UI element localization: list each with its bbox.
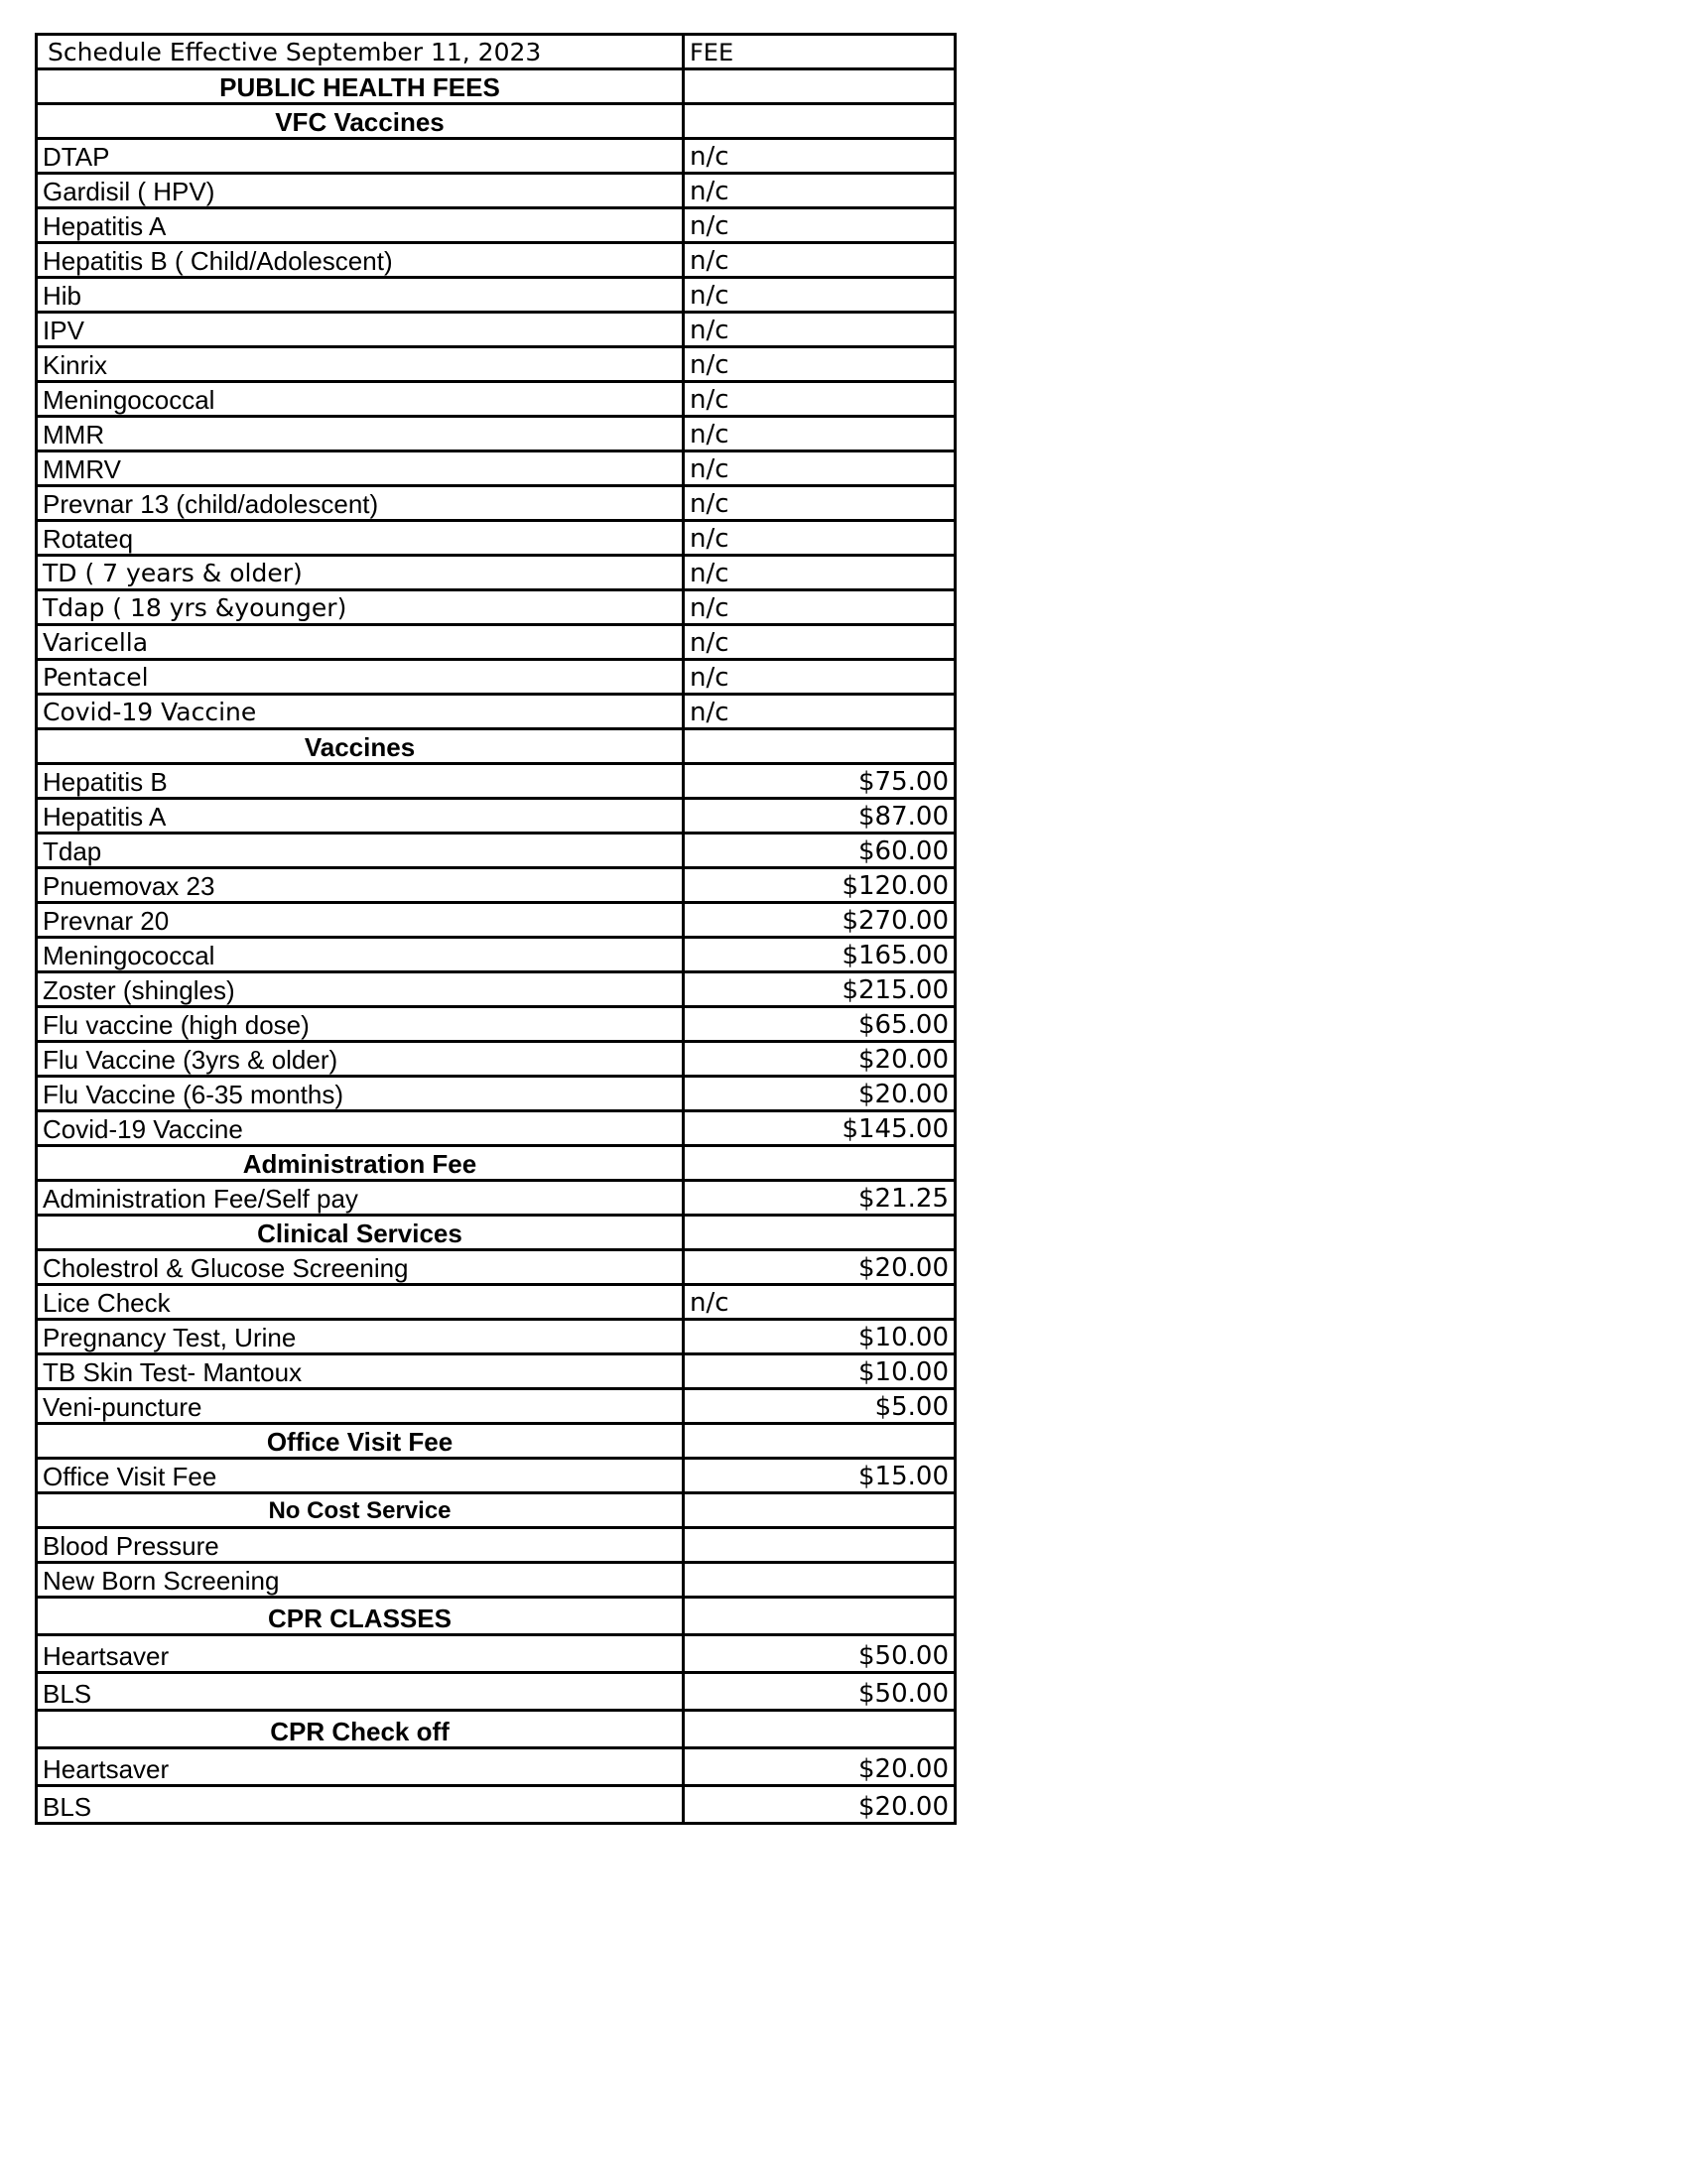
service-fee: $87.00 <box>684 799 956 834</box>
table-row <box>37 278 956 313</box>
service-fee: $215.00 <box>684 972 956 1007</box>
service-fee: $5.00 <box>684 1389 956 1424</box>
table-row <box>37 660 956 695</box>
table-row <box>37 1673 956 1711</box>
section-heading-row-cpr-classes <box>37 1598 956 1635</box>
fee-column-header: FEE <box>684 35 956 69</box>
service-fee: n/c <box>684 1285 956 1320</box>
service-fee: $15.00 <box>684 1459 956 1493</box>
service-name: Gardisil ( HPV) <box>37 174 684 208</box>
table-row <box>37 1320 956 1354</box>
service-name: Hib <box>37 278 684 313</box>
service-name: Covid-19 Vaccine <box>37 695 684 729</box>
service-fee: $145.00 <box>684 1111 956 1146</box>
main-heading: PUBLIC HEALTH FEES <box>37 69 684 104</box>
service-fee: $75.00 <box>684 764 956 799</box>
table-row <box>37 347 956 382</box>
service-fee: $20.00 <box>684 1748 956 1786</box>
empty-cell <box>684 729 956 764</box>
table-row <box>37 208 956 243</box>
table-row <box>37 695 956 729</box>
service-name: Zoster (shingles) <box>37 972 684 1007</box>
service-fee: $65.00 <box>684 1007 956 1042</box>
service-fee: $20.00 <box>684 1077 956 1111</box>
empty-cell <box>684 1493 956 1528</box>
service-name: Veni-puncture <box>37 1389 684 1424</box>
section-heading: CPR Check off <box>37 1711 684 1748</box>
table-row <box>37 1354 956 1389</box>
service-name: Covid-19 Vaccine <box>37 1111 684 1146</box>
service-name: Rotateq <box>37 521 684 556</box>
service-fee: $21.25 <box>684 1181 956 1216</box>
service-fee: $50.00 <box>684 1635 956 1673</box>
empty-cell <box>684 1711 956 1748</box>
service-fee: n/c <box>684 243 956 278</box>
service-fee: $20.00 <box>684 1042 956 1077</box>
table-row <box>37 1635 956 1673</box>
table-row <box>37 174 956 208</box>
table-row <box>37 799 956 834</box>
table-row <box>37 1285 956 1320</box>
table-row <box>37 486 956 521</box>
service-fee: n/c <box>684 486 956 521</box>
service-fee: n/c <box>684 695 956 729</box>
service-fee: n/c <box>684 278 956 313</box>
section-heading: No Cost Service <box>37 1493 684 1528</box>
table-row <box>37 938 956 972</box>
section-heading: CPR CLASSES <box>37 1598 684 1635</box>
service-fee: $20.00 <box>684 1786 956 1824</box>
service-name: Flu vaccine (high dose) <box>37 1007 684 1042</box>
service-fee: n/c <box>684 590 956 625</box>
service-name: Hepatitis A <box>37 799 684 834</box>
service-name: BLS <box>37 1786 684 1824</box>
service-name: Meningococcal <box>37 938 684 972</box>
service-fee: $120.00 <box>684 868 956 903</box>
section-heading: Clinical Services <box>37 1216 684 1250</box>
table-row <box>37 382 956 417</box>
service-name: DTAP <box>37 139 684 174</box>
empty-cell <box>684 1216 956 1250</box>
table-row <box>37 243 956 278</box>
empty-cell <box>684 1146 956 1181</box>
service-name: Hepatitis A <box>37 208 684 243</box>
table-row <box>37 1389 956 1424</box>
service-fee: n/c <box>684 451 956 486</box>
table-row <box>37 834 956 868</box>
service-name: Cholestrol & Glucose Screening <box>37 1250 684 1285</box>
table-row <box>37 521 956 556</box>
table-row <box>37 1042 956 1077</box>
section-heading-row-nocost <box>37 1493 956 1528</box>
table-row <box>37 1786 956 1824</box>
service-fee: n/c <box>684 208 956 243</box>
service-fee: n/c <box>684 347 956 382</box>
table-row <box>37 139 956 174</box>
service-fee: $50.00 <box>684 1673 956 1711</box>
table-header-row <box>37 35 956 69</box>
service-fee: n/c <box>684 417 956 451</box>
service-fee <box>684 1528 956 1563</box>
service-name: Pregnancy Test, Urine <box>37 1320 684 1354</box>
service-fee: $20.00 <box>684 1250 956 1285</box>
service-fee: $10.00 <box>684 1354 956 1389</box>
service-name: Blood Pressure <box>37 1528 684 1563</box>
section-heading-row-vfc <box>37 104 956 139</box>
service-fee: $60.00 <box>684 834 956 868</box>
service-name: Tdap <box>37 834 684 868</box>
service-name: Pentacel <box>37 660 684 695</box>
section-heading: VFC Vaccines <box>37 104 684 139</box>
service-name: Tdap ( 18 yrs &younger) <box>37 590 684 625</box>
section-heading-row-office <box>37 1424 956 1459</box>
table-row <box>37 1181 956 1216</box>
service-name: Prevnar 13 (child/adolescent) <box>37 486 684 521</box>
service-fee <box>684 1563 956 1598</box>
schedule-title: Schedule Effective September 11, 2023 <box>37 35 684 69</box>
table-row <box>37 451 956 486</box>
service-fee: $270.00 <box>684 903 956 938</box>
main-heading-row <box>37 69 956 104</box>
table-row <box>37 1459 956 1493</box>
service-name: Meningococcal <box>37 382 684 417</box>
section-heading-row-vaccines <box>37 729 956 764</box>
table-row <box>37 868 956 903</box>
table-row <box>37 1563 956 1598</box>
service-name: Hepatitis B ( Child/Adolescent) <box>37 243 684 278</box>
service-name: TB Skin Test- Mantoux <box>37 1354 684 1389</box>
section-heading-row-cpr-checkoff <box>37 1711 956 1748</box>
service-name: BLS <box>37 1673 684 1711</box>
table-row <box>37 1250 956 1285</box>
table-row <box>37 903 956 938</box>
service-fee: $165.00 <box>684 938 956 972</box>
sections-body <box>37 104 956 1824</box>
service-fee: n/c <box>684 556 956 590</box>
service-name: Heartsaver <box>37 1748 684 1786</box>
table-row <box>37 1007 956 1042</box>
service-fee: n/c <box>684 625 956 660</box>
table-row <box>37 556 956 590</box>
service-name: Flu Vaccine (3yrs & older) <box>37 1042 684 1077</box>
empty-cell <box>684 1598 956 1635</box>
service-name: Heartsaver <box>37 1635 684 1673</box>
table-row <box>37 313 956 347</box>
table-row <box>37 625 956 660</box>
service-name: New Born Screening <box>37 1563 684 1598</box>
service-fee: n/c <box>684 660 956 695</box>
service-name: Prevnar 20 <box>37 903 684 938</box>
table-row <box>37 764 956 799</box>
service-name: Office Visit Fee <box>37 1459 684 1493</box>
table-row <box>37 1077 956 1111</box>
table-row <box>37 417 956 451</box>
service-name: Flu Vaccine (6-35 months) <box>37 1077 684 1111</box>
table-row <box>37 972 956 1007</box>
table-row <box>37 1528 956 1563</box>
service-name: MMRV <box>37 451 684 486</box>
empty-cell <box>684 1424 956 1459</box>
table-row <box>37 590 956 625</box>
service-name: IPV <box>37 313 684 347</box>
table-row <box>37 1748 956 1786</box>
service-name: Hepatitis B <box>37 764 684 799</box>
service-fee: n/c <box>684 521 956 556</box>
section-heading-row-admin <box>37 1146 956 1181</box>
service-name: TD ( 7 years & older) <box>37 556 684 590</box>
service-name: Administration Fee/Self pay <box>37 1181 684 1216</box>
service-fee: n/c <box>684 139 956 174</box>
empty-cell <box>684 69 956 104</box>
service-name: MMR <box>37 417 684 451</box>
service-name: Kinrix <box>37 347 684 382</box>
empty-cell <box>684 104 956 139</box>
service-name: Lice Check <box>37 1285 684 1320</box>
section-heading: Office Visit Fee <box>37 1424 684 1459</box>
service-fee: $10.00 <box>684 1320 956 1354</box>
service-fee: n/c <box>684 174 956 208</box>
table-row <box>37 1111 956 1146</box>
service-fee: n/c <box>684 382 956 417</box>
service-name: Varicella <box>37 625 684 660</box>
service-name: Pnuemovax 23 <box>37 868 684 903</box>
section-heading: Vaccines <box>37 729 684 764</box>
fee-schedule-table <box>35 33 957 1825</box>
service-fee: n/c <box>684 313 956 347</box>
section-heading-row-clinical <box>37 1216 956 1250</box>
section-heading: Administration Fee <box>37 1146 684 1181</box>
